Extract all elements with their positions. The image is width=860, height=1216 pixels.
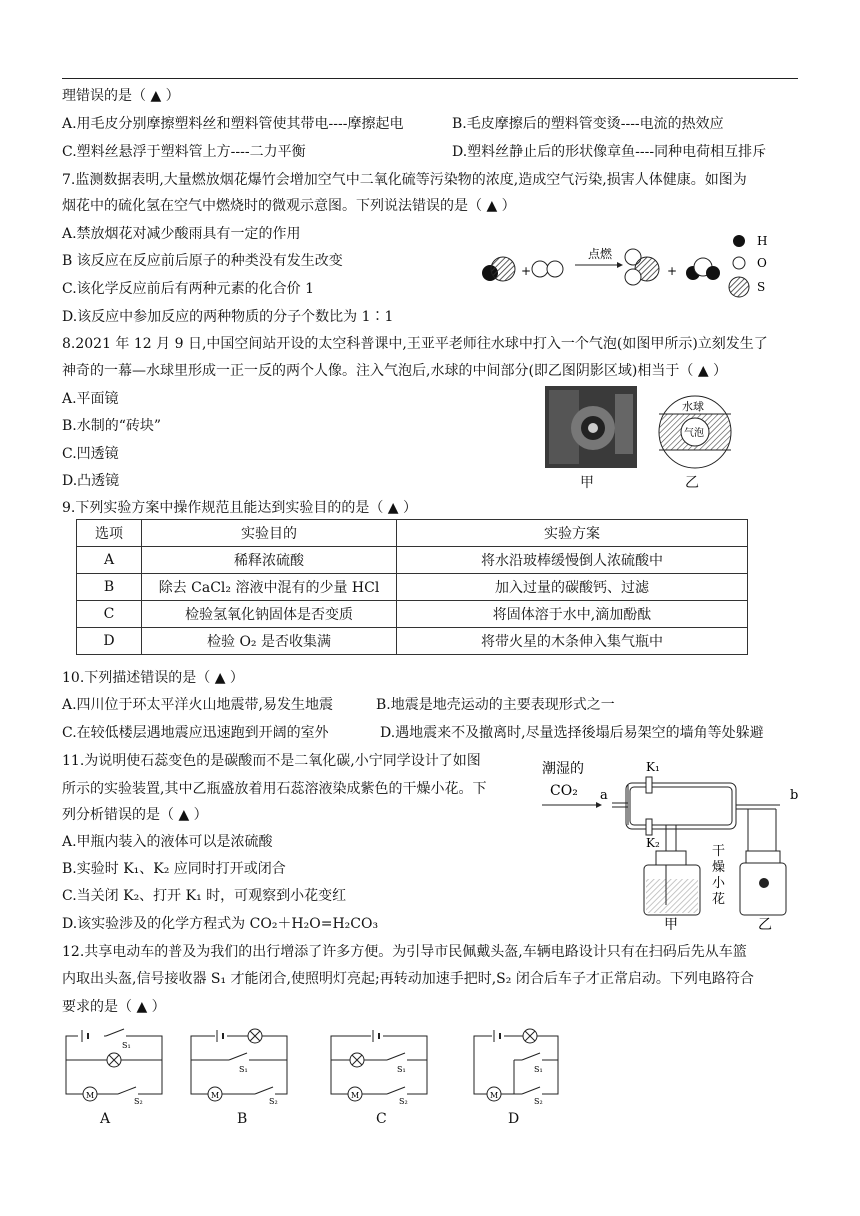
label-a: a xyxy=(600,788,608,803)
q7-option-a[interactable]: A.禁放烟花对减少酸雨具有一定的作用 xyxy=(62,226,301,242)
q11-apparatus-figure xyxy=(540,755,810,930)
q10-option-a[interactable]: A.四川位于环太平洋火山地震带,易发生地震 xyxy=(62,697,334,713)
so2-molecule xyxy=(625,249,659,285)
label-s1: S₁ xyxy=(397,1065,406,1074)
q8-caption-jia: 甲 xyxy=(580,475,594,491)
label-s2: S₂ xyxy=(134,1097,143,1106)
label-moist: 潮湿的 xyxy=(542,761,584,777)
label-yi: 乙 xyxy=(758,917,772,930)
table-row xyxy=(77,628,748,655)
q10-option-d[interactable]: D.遇地震来不及撤离时,尽量选择後塌后易架空的墙角等处躲避 xyxy=(380,725,764,741)
label-s1: S₁ xyxy=(239,1065,248,1074)
q8-option-b[interactable]: B.水制的“砖块” xyxy=(62,418,162,434)
q8-option-c[interactable]: C.凹透镜 xyxy=(62,446,119,462)
q11-stem-line1: 11.为说明使石蕊变色的是碳酸而不是二氧化碳,小宁同学设计了如图 xyxy=(62,753,481,769)
q12-label-b[interactable]: B xyxy=(237,1111,248,1127)
label-k1: K₁ xyxy=(646,760,660,774)
label-water-ball: 水球 xyxy=(682,400,704,413)
q11-option-a[interactable]: A.甲瓶内装入的液体可以是浓硫酸 xyxy=(62,834,273,850)
q10-option-c[interactable]: C.在较低楼层遇地震应迅速跑到开阔的室外 xyxy=(62,725,329,741)
label-s2: S₂ xyxy=(399,1097,408,1106)
h2o-molecule xyxy=(686,258,720,280)
q10-option-b[interactable]: B.地震是地壳运动的主要表现形式之一 xyxy=(376,697,615,713)
cell-goal: 检验 O₂ 是否收集满 xyxy=(142,628,397,655)
q8-option-a[interactable]: A.平面镜 xyxy=(62,391,119,407)
arrow-label: 点燃 xyxy=(588,247,613,261)
bottle-yi xyxy=(740,863,786,915)
label-s2: S₂ xyxy=(269,1097,278,1106)
o2-molecule xyxy=(532,261,563,277)
cell-plan: 加入过量的碳酸钙、过滤 xyxy=(397,574,748,601)
q6-stem-tail: 理错误的是（ ▲ ） xyxy=(62,88,180,104)
q9-stem: 9.下列实验方案中操作规范且能达到实验目的的是（ ▲ ） xyxy=(62,500,418,516)
label-flower-1: 干 xyxy=(712,844,726,859)
label-s2: S₂ xyxy=(534,1097,543,1106)
label-flower-2: 燥 xyxy=(712,860,726,875)
cell-plan: 将固体溶于水中,滴加酚酞 xyxy=(397,601,748,628)
q12-stem-line1: 12.共享电动车的普及为我们的出行增添了许多方便。为引导市民佩戴头盔,车辆电路设计只有在扫码后先从车篮 xyxy=(62,944,747,960)
q12-label-c[interactable]: C xyxy=(376,1111,387,1127)
q7-option-c[interactable]: C.该化学反应前后有两种元素的化合价 1 xyxy=(62,281,315,297)
q10-stem: 10.下列描述错误的是（ ▲ ） xyxy=(62,670,244,686)
label-jia: 甲 xyxy=(664,917,678,930)
label-b: b xyxy=(790,788,799,803)
valve-k2 xyxy=(646,819,652,835)
q8-option-d[interactable]: D.凸透镜 xyxy=(62,473,120,489)
label-s1: S₁ xyxy=(534,1065,543,1074)
table-row xyxy=(77,574,748,601)
circuit-option-a xyxy=(60,1026,170,1106)
valve-k1 xyxy=(646,777,652,793)
header-goal: 实验目的 xyxy=(142,520,397,547)
motor-label: M xyxy=(351,1091,360,1100)
q7-stem-line2: 烟花中的硫化氢在空气中燃烧时的微观示意图。下列说法错误的是（ ▲ ） xyxy=(62,198,516,214)
motor-label: M xyxy=(490,1091,499,1100)
label-s1: S₁ xyxy=(122,1041,131,1050)
page-top-rule xyxy=(62,78,798,79)
cell-goal: 稀释浓硫酸 xyxy=(142,547,397,574)
table-row xyxy=(77,547,748,574)
motor-label: M xyxy=(211,1091,220,1100)
q7-option-b[interactable]: B 该反应在反应前后原子的种类没有发生改变 xyxy=(62,253,343,269)
circuit-option-d xyxy=(468,1026,568,1106)
cell-option: D xyxy=(77,628,142,655)
q8-diagram-yi xyxy=(655,392,735,472)
table-header-row xyxy=(77,520,748,547)
q11-stem-line3: 列分析错误的是（ ▲ ） xyxy=(62,807,208,823)
label-bubble: 气泡 xyxy=(684,428,704,439)
header-option: 选项 xyxy=(77,520,142,547)
q7-molecule-figure xyxy=(475,225,795,305)
legend-s: S xyxy=(757,280,766,294)
q7-option-d[interactable]: D.该反应中参加反应的两种物质的分子个数比为 1∶1 xyxy=(62,309,394,325)
q11-option-c[interactable]: C.当关闭 K₂、打开 K₁ 时，可观察到小花变红 xyxy=(62,888,347,904)
q8-stem-line2: 神奇的一幕—水球里形成一正一反的两个人像。注入气泡后,水球的中间部分(即乙图阴影区域)相当于（ ▲ ） xyxy=(62,363,728,379)
q12-stem-line2: 内取出头盔,信号接收器 S₁ 才能闭合,使照明灯亮起;再转动加速手把时,S₂ 闭合后车子才正常启动。下列电路符合 xyxy=(62,971,754,987)
q12-label-d[interactable]: D xyxy=(508,1111,520,1127)
plus-sign-2: + xyxy=(667,264,678,278)
cell-option: B xyxy=(77,574,142,601)
legend-o: O xyxy=(757,256,767,270)
q11-option-b[interactable]: B.实验时 K₁、K₂ 应同时打开或闭合 xyxy=(62,861,286,877)
table-row xyxy=(77,601,748,628)
q12-stem-line3: 要求的是（ ▲ ） xyxy=(62,999,166,1015)
label-flower-4: 花 xyxy=(712,892,726,907)
cell-option: C xyxy=(77,601,142,628)
q9-table xyxy=(76,519,748,655)
q6-option-b[interactable]: B.毛皮摩擦后的塑料管变烫----电流的热效应 xyxy=(452,116,724,132)
q12-label-a[interactable]: A xyxy=(100,1111,111,1127)
label-flower-3: 小 xyxy=(712,876,726,891)
cell-plan: 将带火星的木条伸入集气瓶中 xyxy=(397,628,748,655)
cell-option: A xyxy=(77,547,142,574)
q8-photo-jia xyxy=(545,386,637,468)
header-plan: 实验方案 xyxy=(397,520,748,547)
h2s-molecule xyxy=(482,257,515,281)
legend xyxy=(729,234,767,297)
q6-option-c[interactable]: C.塑料丝悬浮于塑料管上方----二力平衡 xyxy=(62,144,306,160)
q6-option-d[interactable]: D.塑料丝静止后的形状像章鱼----同种电荷相互排斥 xyxy=(452,144,767,160)
cell-goal: 检验氢氧化钠固体是否变质 xyxy=(142,601,397,628)
circuit-option-b xyxy=(185,1026,295,1106)
cell-goal: 除去 CaCl₂ 溶液中混有的少量 HCl xyxy=(142,574,397,601)
label-co2: CO₂ xyxy=(550,783,578,799)
flower xyxy=(759,878,769,888)
q11-stem-line2: 所示的实验装置,其中乙瓶盛放着用石蕊溶液染成紫色的干燥小花。下 xyxy=(62,781,487,797)
label-k2: K₂ xyxy=(646,836,660,850)
q8-stem-line1: 8.2021 年 12 月 9 日,中国空间站开设的太空科普课中,王亚平老师往水球中打入一个气泡(如图甲所示)立刻发生了 xyxy=(62,336,768,352)
q7-stem-line1: 7.监测数据表明,大量燃放烟花爆竹会增加空气中二氧化硫等污染物的浓度,造成空气污染,损害人体健康。如图为 xyxy=(62,172,747,188)
motor-label: M xyxy=(86,1091,95,1100)
legend-h: H xyxy=(757,234,768,248)
cell-plan: 将水沿玻棒缓慢倒人浓硫酸中 xyxy=(397,547,748,574)
q11-option-d[interactable]: D.该实验涉及的化学方程式为 CO₂＋H₂O=H₂CO₃ xyxy=(62,916,379,932)
q6-option-a[interactable]: A.用毛皮分别摩擦塑料丝和塑料管使其带电----摩擦起电 xyxy=(62,116,404,132)
circuit-option-c xyxy=(325,1026,435,1106)
q8-caption-yi: 乙 xyxy=(685,475,699,491)
plus-sign-1: + xyxy=(521,264,532,278)
